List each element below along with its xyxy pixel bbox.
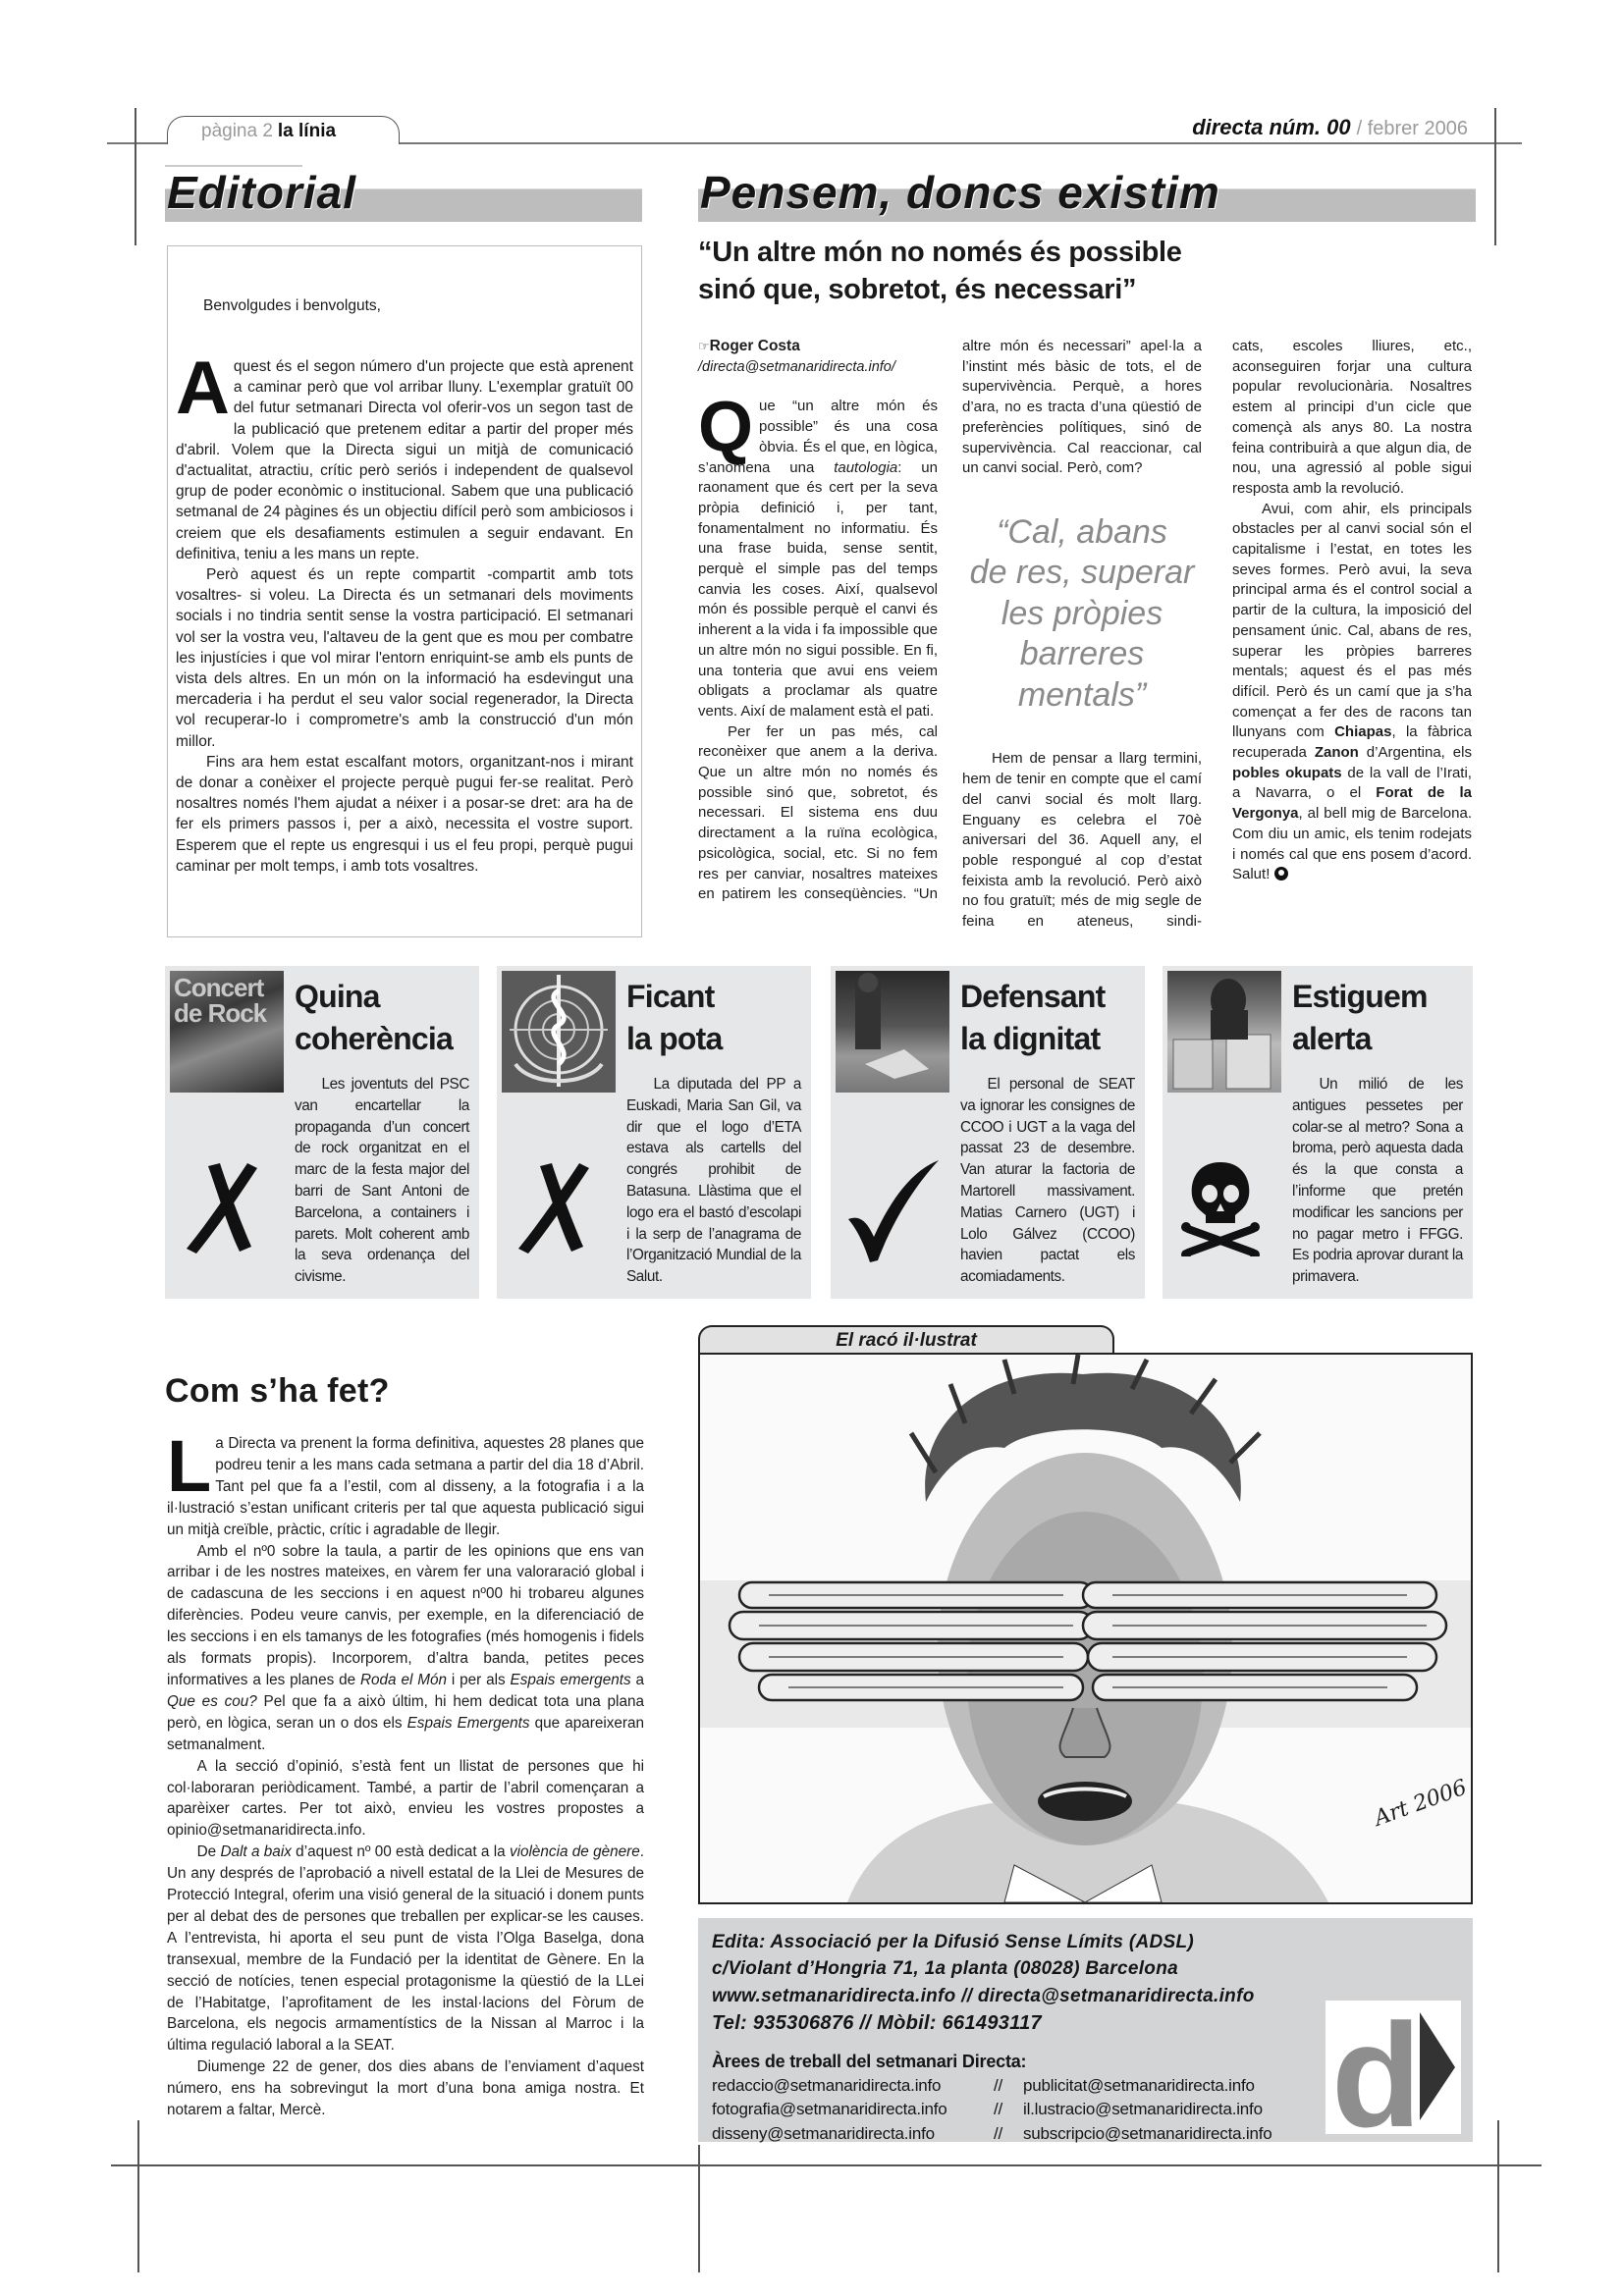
article-heading (698, 165, 1476, 222)
cross-icon (511, 1158, 599, 1256)
photo-concert-poster (170, 971, 284, 1093)
text-run: a (630, 1671, 644, 1688)
artist-signature: Art 2006 (1371, 1775, 1471, 1832)
paragraph (176, 752, 633, 877)
text-run: d’Argentina, els (1358, 744, 1472, 762)
text-run: Fins ara hem estat escalfant motors, organitzant-nos i mirant de donar a conèixer el projecte perquè pugui fer-se realitat. Però nosaltres només l'hem ajudat a néixer i a posar-se dret: ara ha de fer els primers passos i, per a això, necessita el vostre suport. Esperem que el repte us engresqui i us el feu propi, perquè pugui caminar per molt temps, i amb tots vosaltres. (176, 753, 633, 875)
cross-icon (179, 1158, 267, 1256)
com-sha-fet-title: Com s’ha fet? (165, 1372, 390, 1410)
text-run: ue “un altre món és possible” és una cosa òbvia. És el que, en lògica, s’anomena una (698, 398, 938, 476)
publisher-info-box (698, 1918, 1473, 2142)
title-line: alerta (1292, 1021, 1372, 1056)
email: subscripcio@setmanaridirecta.info (1023, 2123, 1272, 2143)
web-email-line: www.setmanaridirecta.info // directa@setmanaridirecta.info (712, 1986, 1255, 2006)
paragraph-text (176, 347, 633, 562)
separator: // (994, 2075, 1003, 2095)
text-run: Forat de la Vergonya (1232, 784, 1472, 823)
text-run: Diumenge 22 de gener, dos dies abans de l’enviament d’aquest número, ens ha sobrevingut la mort d’una bona amiga nostra. Et notarem a faltar, Mercè. (167, 2058, 644, 2119)
pull-quote-line: “Cal, abans (997, 512, 1167, 551)
paragraph (167, 1541, 644, 1756)
editorial-title: Editorial (167, 167, 357, 218)
text-run: Però aquest és un repte compartit -compartit amb tots vosaltres- si voleu. La Directa és un setmanari dels moviments socials i no tindria sentit sense la vostra participació. El setmanari vol ser la vostra veu, l'altaveu de la gent que es mou per combatre les injustícies i que vol mirar l'entorn enriquint-se amb els punts de vista dels altres. En un món on la informació ha esdevingut una mercaderia i ha perdut el seu valor social regenerador, la Directa vol recuperar-lo i comprometre's amb la construcció d'un món millor. (176, 566, 633, 750)
text-run: Hem de pensar a llarg termini, hem de tenir en compte que el camí del canvi social és molt llarg. Enguany es celebra el 70è aniversari del 36. Aquell any, el poble respongué al cop d’estat feixista amb la revolució. Però això no fou gratuït; més de mig segle de feina en ateneus, sindi- (962, 750, 1202, 931)
text-run: Roda el Món (360, 1671, 447, 1688)
text-run: que apareixeran setmanalment. (167, 1714, 644, 1753)
paragraph (962, 749, 1202, 932)
box-body: Les joventuts del PSC van encartellar la propaganda d’un concert de rock organitzat en el marc de la festa major del barri de Sant Antoni de Barcelona, a containers i parets. Molt coherent amb la seva ordenança del civisme. (295, 1076, 469, 1286)
pull-quote-line: de res, superar (969, 554, 1195, 592)
pull-quote-line: mentals” (1017, 675, 1147, 714)
text-run: , al bell mig de Barcelona. Com diu un amic, els tenim rodejats i només cal que ens posem d’acord. Salut! (1232, 805, 1472, 883)
author-email: /directa@setmanaridirecta.info/ (698, 358, 895, 375)
paragraph (167, 1425, 644, 1541)
text-run: pobles okupats (1232, 764, 1342, 781)
paragraph (167, 1842, 644, 2056)
text-run: Amb el nº0 sobre la taula, a partir de les opinions que ens van arribar i de les nostres mateixes, en vàrem fer una valoraració global i de cadascuna de les seccions i en aquest nº00 hi trobareu algunes diferències. Podeu veure canvis, per exemple, en la diferenciació de les seccions i en els tamanys de les fotografies (més homogenis i fidels als formats propis). Incorporem, d’altra banda, petites peces informatives a les planes de (167, 1542, 644, 1688)
publisher-line: Edita: Associació per la Difusió Sense Límits (ADSL) (712, 1932, 1195, 1952)
box-body: La diputada del PP a Euskadi, Maria San Gil, va dir que el logo d’ETA estava als cartells del congrés prohibit de Batasuna. Llàstima que el logo era el bastó d’escolapi i la serp de l’anagrama de l’Organització Mundial de la Salut. (626, 1076, 801, 1286)
paragraph (698, 722, 938, 905)
crop-mark (135, 108, 136, 245)
paragraph (1232, 337, 1472, 500)
issue-date: / febrer 2006 (1356, 118, 1468, 139)
box-body: Un milió de les antigues pessetes per colar-se al metro? Sona a broma, però aquesta dada és la que consta a l’informe que pretén modificar les sancions per no pagar metro i FFGG. Es podria aprovar durant la primavera. (1292, 1076, 1463, 1286)
illustration-hands-over-eyes (698, 1353, 1473, 1904)
text-run: cats, escoles lliures, etc., aconseguiren forjar una cultura popular revolucionària. Nosaltres estem al principi d’un cicle que començà als anys 80. La nostra feina contribuirà a que algun dia, de nou, una agressió al poble sigui resposta amb la revolució. (1232, 338, 1472, 497)
article-column-2 (962, 337, 1202, 933)
text-run: Dalt a baix (220, 1843, 292, 1861)
crop-mark (1494, 108, 1496, 245)
page-tab (167, 116, 400, 144)
separator: // (994, 2123, 1003, 2143)
paragraph (167, 1756, 644, 1842)
article-title: Pensem, doncs existim (700, 167, 1220, 218)
box-body: El personal de SEAT va ignorar les consignes de CCOO i UGT a la vaga del passat 23 de desembre. Van aturar la factoria de Martorell massivament. Matias Carnero (UGT) i Lolo Gálvez (CCOO) havien pactat els acomiadaments. (960, 1076, 1135, 1286)
text-run: Que es cou? (167, 1692, 257, 1710)
work-areas-title: Àrees de treball del setmanari Directa: (712, 2052, 1027, 2071)
logo-letter: d (1331, 2001, 1416, 2134)
title-line: la pota (626, 1021, 723, 1056)
author-name-text: Roger Costa (709, 338, 800, 354)
footer-rule (111, 2164, 1542, 2166)
text-run: Chiapas (1334, 723, 1392, 741)
paragraph (176, 564, 633, 752)
crop-mark (137, 2120, 139, 2272)
text-run: Pel que fa a això últim, hi hem dedicat tota una plana però, en lògica, seran un o dos els (167, 1692, 644, 1732)
title-line: la dignitat (960, 1021, 1101, 1056)
issue-info (1192, 115, 1468, 140)
article-column-1 (698, 337, 938, 905)
editorial-text (176, 347, 633, 877)
email: disseny@setmanaridirecta.info (712, 2123, 935, 2143)
email: redaccio@setmanaridirecta.info (712, 2075, 942, 2095)
text-run: quest és el segon número d'un projecte que està aprenent a caminar però que vol arribar lluny. L'exemplar gratuït 00 del futur setmanari Directa vol oferir-vos un segon tast de la publicació que pretenem editar a partir del proper més d'abril. Volem que la Directa sigui un mitjà de comunicació d'actualitat, atractiu, crític però seriós i independent de qualsevol grup de poder econòmic o institucional. Sabem que una publicació setmanal de 24 pàgines és un objectiu difícil però som ambiciosos i creiem que els desafiaments estimulen a seguir endavant. En definitiva, teniu a les mans un repte. (176, 358, 633, 562)
directa-logo (1325, 2001, 1461, 2134)
title-line: Estiguem (1292, 979, 1428, 1014)
photo-metro-turnstile (1167, 971, 1281, 1093)
text-run: Espais emergents (510, 1671, 631, 1688)
check-icon (844, 1158, 933, 1256)
paragraph (176, 347, 633, 564)
drop-cap: A (176, 347, 230, 430)
com-sha-fet-body (167, 1425, 644, 2121)
text-run: : un raonament que és cert per la seva pròpia definició i, per tant, fonamentalment no informatiu. És una frase buida, sense sentit, perquè el simple pas del temps canvia les coses. Així, qualsevol món és possible perquè el canvi és inherent a la vida i fa impossible que un altre món no sigui possible. En fi, una tonteria que avui ens veiem obligats a proclamar als quatre vents. Així de malament està el pati. (698, 458, 938, 720)
separator: // (994, 2100, 1003, 2118)
pull-quote-line: barreres (1019, 635, 1145, 673)
text-run: altre món és necessari” apel·la a l’instint més bàsic de tots, el de supervivència. Perquè, a hores d’ara, no es tracta d’una qüestió de preferències polítiques, sinó de supervivència. Cal reaccionar, cal un canvi social. Però, com? (962, 338, 1202, 477)
pull-quote-line: les pròpies (1001, 594, 1163, 632)
publication-issue: directa núm. 00 (1192, 115, 1351, 139)
news-box (1163, 966, 1473, 1299)
paragraph (167, 2056, 644, 2121)
email-row (712, 2098, 1272, 2122)
crop-mark (1497, 2120, 1499, 2272)
page-number: pàgina 2 (201, 121, 273, 141)
text-run: i per als (446, 1671, 511, 1688)
text-run: Avui, com ahir, els principals obstacles per al canvi social són el capitalisme i l’estat, en totes les seves formes. Però avui, la seva principal arma és el control social a partir de la cultura, la imposició del pensament únic. Cal, abans de res, superar les pròpies barreres mentals; aquest és el pas més difícil. Però és un camí que ja s’ha començat a fer des de racons tan llunyans com (1232, 500, 1472, 741)
pull-quote (962, 512, 1202, 717)
text-run: a Directa va prenent la forma definitiva, aquestes 28 planes que podreu tenir a les mans cada setmana a partir del dia 18 d’Abril. Tant pel que fa a l’estil, com al disseny, a la fotografia i a la il·lustració s’estan unificant criteris per tal que aquesta publicació sigui un mitjà creïble, pràctic, crític i agradable de llegir. (167, 1435, 644, 1538)
text-run: , la fàbrica recuperada (1232, 723, 1472, 762)
text-run: d’aquest nº 00 està dedicat a la (291, 1843, 510, 1861)
editorial-box (167, 245, 642, 937)
end-mark-icon (1274, 867, 1288, 881)
text-run: Per fer un pas més, cal reconèixer que anem a la deriva. Que un altre món no només és possible sinó que, sobretot, és necessari. El sistema ens duu directament a la ruïna ecològica, psicològica, social, etc. Si no fem res per canviar, nosaltres mateixes en patirem les conseqüències. “Un (698, 722, 938, 903)
photo-protest (836, 971, 949, 1093)
email: publicitat@setmanaridirecta.info (1023, 2075, 1255, 2095)
article-subtitle (698, 234, 1182, 308)
email-row (712, 2074, 1272, 2099)
subtitle-line: sinó que, sobretot, és necessari” (698, 274, 1137, 305)
com-sha-fet-text (167, 1425, 644, 2121)
title-line: Ficant (626, 979, 715, 1014)
illustration-tab: El racó il·lustrat (698, 1325, 1114, 1354)
text-run: de la vall de l’Irati, a Navarra, o el (1232, 764, 1472, 802)
text-run: A la secció d’opinió, s’està fent un llistat de persones que hi col·laboraran periòdicament. També, a partir de l’abril començaran a aparèixer cartes. Per tot això, envieu les vostres propostes a opinio@setmanaridirecta.info. (167, 1757, 644, 1840)
paragraph-text (167, 1425, 644, 1538)
paragraph-text (1232, 501, 1472, 883)
work-areas (712, 2050, 1272, 2146)
box-title (295, 976, 453, 1060)
section-name: la línia (277, 121, 337, 141)
text-run: . Un any després de l’aprobació a nivell estatal de la Llei de Mesures de Protecció Integral, oferim una visió general de la situació i donem punts per al debat des de persones que treballen per explicar-se les causes. A l’entrevista, hi aporta el seu punt de vista l’Olga Baselga, dona transexual, membre de la Fundació per la identitat de Gènere. En la secció de notícies, tenen especial protagonisme la qüestió de la LLei de l’Habitatge, l’aprofitament de les instal·lacions del Fòrum de Barcelona, els negocis armamentístics de la Nissan al Marroc i la última regulació laboral a la SEAT. (167, 1843, 644, 2055)
email: il.lustracio@setmanaridirecta.info (1023, 2100, 1263, 2118)
editorial-greeting: Benvolgudes i benvolguts, (203, 297, 381, 314)
paragraph (962, 337, 1202, 479)
news-box (831, 966, 1145, 1299)
title-line: coherència (295, 1021, 453, 1056)
news-box (497, 966, 811, 1299)
text-run: Espais Emergents (406, 1714, 530, 1732)
crop-mark (698, 2145, 700, 2272)
title-line: Defensant (960, 979, 1106, 1014)
text-run: De (196, 1843, 221, 1861)
drop-cap: Q (698, 388, 754, 467)
phone-line: Tel: 935306876 // Mòbil: 661493117 (712, 2012, 1042, 2034)
title-line: Quina (295, 979, 380, 1014)
subtitle-line: “Un altre món no només és possible (698, 237, 1182, 268)
box-title (626, 976, 723, 1060)
box-title (960, 976, 1106, 1060)
drop-cap: L (167, 1425, 212, 1507)
text-run: Zanon (1314, 744, 1359, 762)
pointing-hand-icon: ☞ (698, 339, 710, 353)
photo-who-logo (502, 971, 616, 1093)
paragraph (698, 388, 938, 721)
text-run: violència de gènere (509, 1843, 640, 1861)
article-column-3 (1232, 337, 1472, 885)
box-title (1292, 976, 1428, 1060)
editorial-heading (165, 165, 642, 222)
address-line: c/Violant d’Hongria 71, 1a planta (08028) Barcelona (712, 1958, 1178, 1979)
paragraph (1232, 500, 1472, 885)
text-run: tautologia (834, 458, 898, 476)
news-box (165, 966, 479, 1299)
email-row (712, 2122, 1272, 2147)
email: fotografia@setmanaridirecta.info (712, 2100, 947, 2118)
skull-crossbones-icon (1176, 1158, 1265, 1256)
author-name (698, 337, 938, 357)
photo-poster-text: Concert de Rock (174, 973, 267, 1028)
